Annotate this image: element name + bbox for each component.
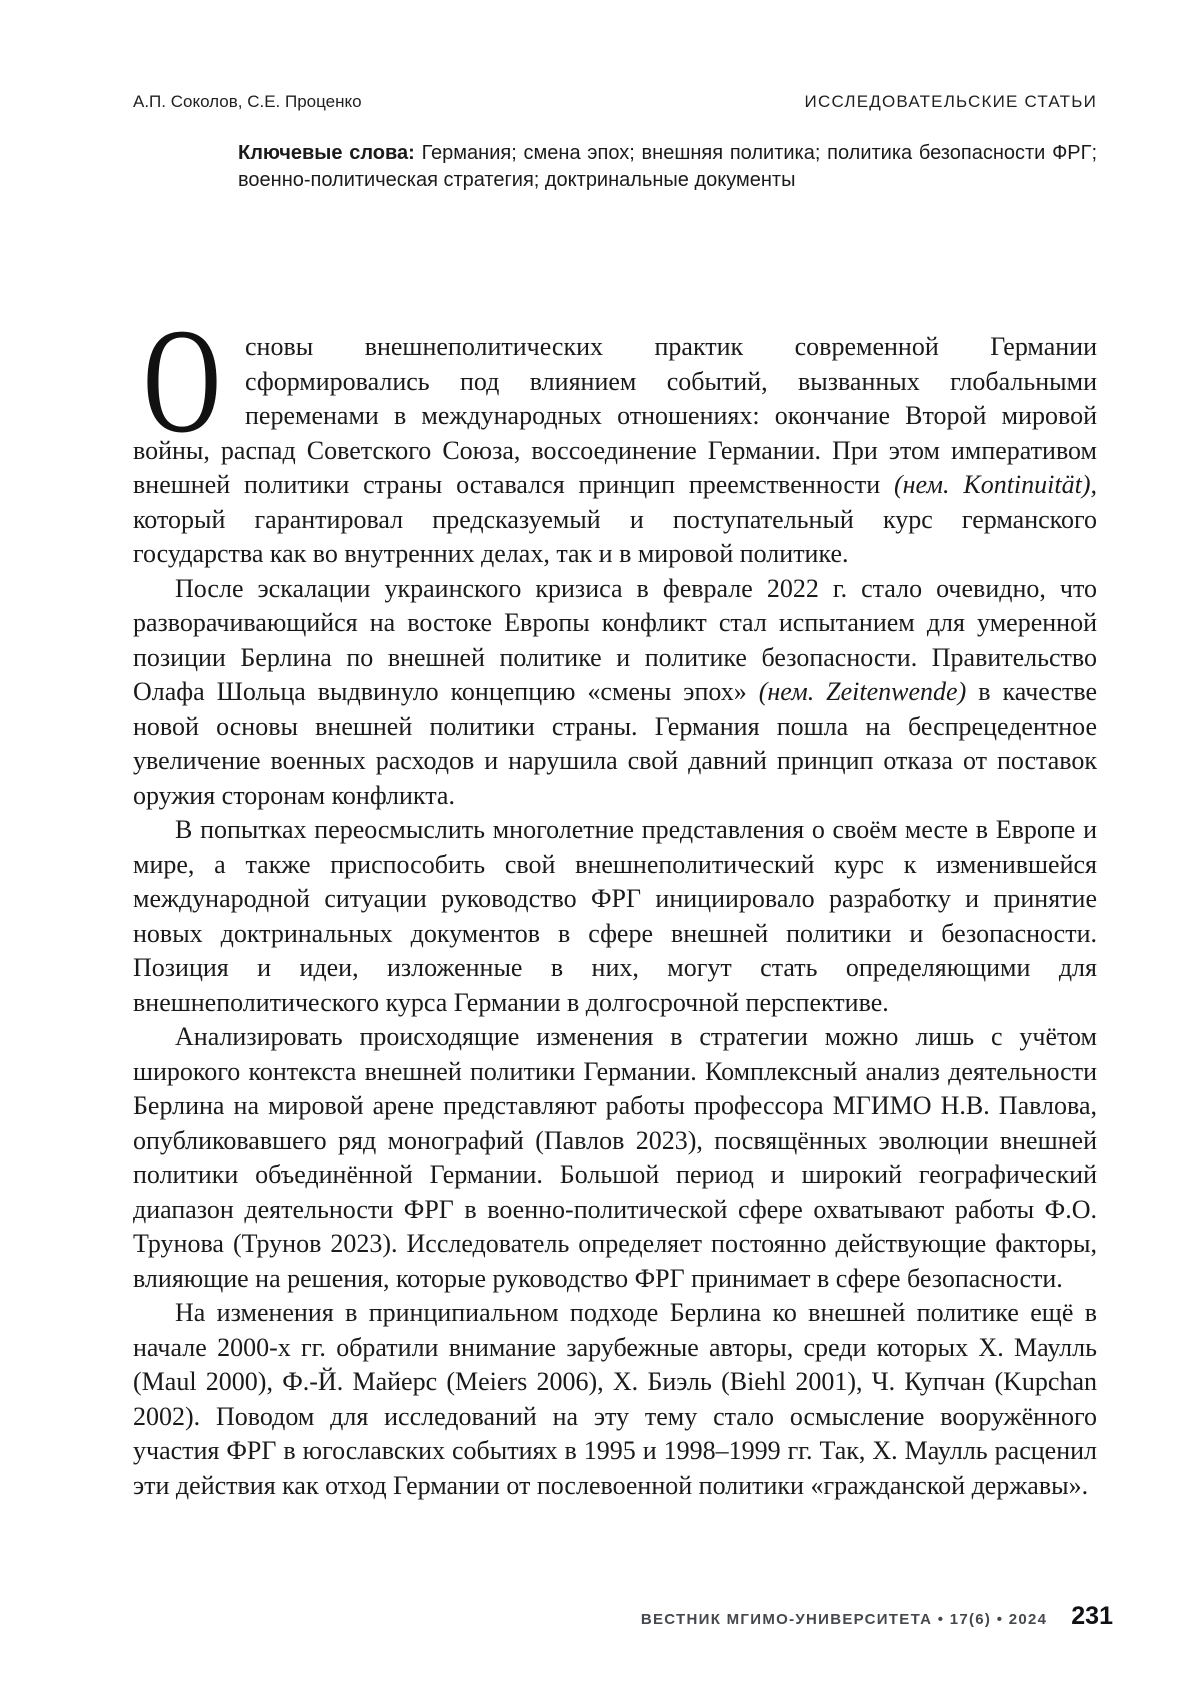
paragraph-1-tail: который гарантировал предсказуемый и поступательный курс германского государства как во внутренних делах, так и в мировой политике. [133, 504, 1097, 568]
page-number: 231 [1071, 1602, 1113, 1630]
running-head [133, 92, 1097, 112]
paragraph-5: На изменения в принципиальном подходе Берлина ко внешней политике ещё в начале 2000-х гг. обратили внимание зарубежные авторы, среди которых Х. Маулль (Maul 2000), Ф.-Й. Майерс (Meiers 2006), Х. Биэль (Biehl 2001), Ч. Купчан (Kupchan 2002). Поводом для исследований на эту тему стало осмысление вооружённого участия ФРГ в югославских событиях в 1995 и 1998–1999 гг. Так, Х. Маулль расценил эти действия как отход Германии от послевоенной политики «гражданской державы». [133, 1298, 1097, 1500]
paragraph-1-italic-term: (нем. Kontinuität), [893, 470, 1097, 499]
paragraph-2-italic-term: (нем. Zeitenwende) [758, 677, 967, 706]
paragraph-4: Анализировать происходящие изменения в стратегии можно лишь с учётом широкого контекста внешней политики Германии. Комплексный анализ деятельности Берлина на мировой арене представляют работы профессора МГИМО Н.В. Павлова, опубликовавшего ряд монографий (Павлов 2023), посвящённых эволюции внешней политики объединённой Германии. Большой период и широкий географический диапазон деятельности ФРГ в военно-политической сфере охватывают работы Ф.О. Трунова (Трунов 2023). Исследователь определяет постоянно действующие факторы, влияющие на решения, которые руководство ФРГ принимает в сфере безопасности. [133, 1022, 1097, 1293]
authors: А.П. Соколов, С.Е. Проценко [133, 92, 362, 111]
keywords-block [238, 140, 1097, 194]
journal-info: ВЕСТНИК МГИМО-УНИВЕРСИТЕТА • 17(6) • 2024 [640, 1611, 1048, 1628]
page-footer [641, 1602, 1113, 1631]
paragraph-3: В попытках переосмыслить многолетние представления о своём месте в Европе и мире, а также приспособить свой внешнеполитический курс к изменившейся международной ситуации руководство ФРГ инициировало разработку и принятие новых доктринальных документов в сфере внешней политики и безопасности. Позиция и идеи, изложенные в них, могут стать определяющими для внешнеполитического курса Германии в долгосрочной перспективе. [133, 815, 1097, 1017]
keywords-label: Ключевые слова: [238, 142, 415, 164]
paragraph-2 [133, 572, 1097, 814]
keywords-text: Германия; смена эпох; внешняя политика; политика безопасности ФРГ; военно-политическая стратегия; доктринальные документы [238, 142, 1097, 191]
dropcap-letter: О [143, 298, 221, 464]
paragraph-1-lead: сновы внешнеполитических практик современной Германии сформировались под влиянием событий, вызванных глобальными переменами в международных отношениях: окончание Второй мировой войны, распад Советского Союза, воссоединение Германии. При этом императивом внешней политики страны оставался принцип преемственности [133, 332, 1097, 499]
paragraph-2-tail: в качестве новой основы внешней политики страны. Германия пошла на беспрецедентное увеличение военных расходов и нарушила свой давний принцип отказа от поставок оружия сторонам конфликта. [133, 677, 1098, 810]
article-body [133, 298, 1098, 1503]
paragraph-1 [133, 298, 1097, 572]
section-label: ИССЛЕДОВАТЕЛЬСКИЕ СТАТЬИ [804, 92, 1097, 111]
paragraph-2-lead: После эскалации украинского кризиса в феврале 2022 г. стало очевидно, что разворачивающийся на востоке Европы конфликт стал испытанием для умеренной позиции Берлина по внешней политике и политике безопасности. Правительство Олафа Шольца выдвинуло концепцию «смены эпох» [133, 573, 1097, 706]
